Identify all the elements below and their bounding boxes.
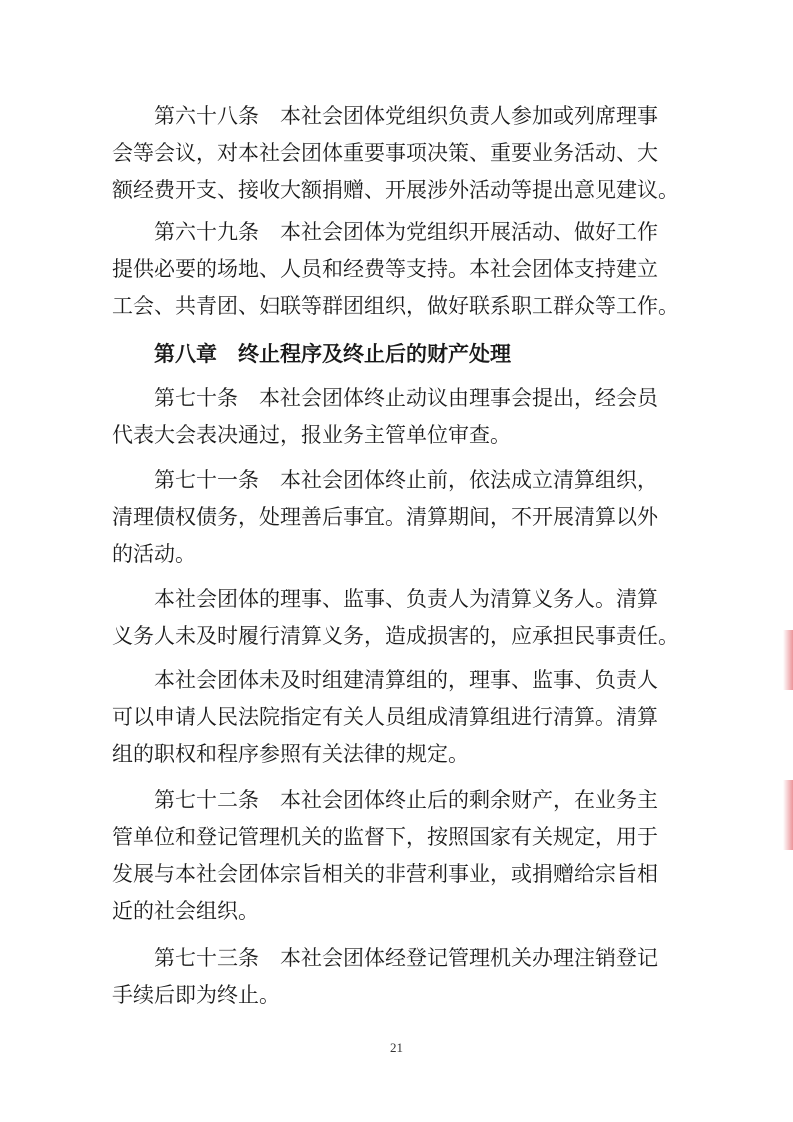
chapter-heading: 第八章 终止程序及终止后的财产处理 [154, 342, 511, 366]
text-line: 第六十八条 本社会团体党组织负责人参加或列席理事 [154, 104, 658, 128]
text-line: 代表大会表决通过，报业务主管单位审查。 [112, 423, 511, 447]
text-line: 清理债权债务，处理善后事宜。清算期间，不开展清算以外 [112, 505, 658, 529]
text-line: 的活动。 [112, 542, 196, 566]
text-line: 第六十九条 本社会团体为党组织开展活动、做好工作 [154, 220, 658, 244]
article-73 [112, 940, 672, 1014]
text-line: 第七十二条 本社会团体终止后的剩余财产，在业务主 [154, 788, 658, 812]
text-line: 手续后即为终止。 [112, 983, 280, 1007]
liquidation-obligors-paragraph [112, 581, 679, 655]
text-line: 本社会团体未及时组建清算组的，理事、监事、负责人 [154, 668, 658, 692]
text-line: 第七十一条 本社会团体终止前，依法成立清算组织， [154, 468, 658, 492]
text-line: 本社会团体的理事、监事、负责人为清算义务人。清算 [154, 587, 658, 611]
text-line: 会等会议，对本社会团体重要事项决策、重要业务活动、大 [112, 141, 658, 165]
article-68 [112, 98, 679, 209]
text-line: 提供必要的场地、人员和经费等支持。本社会团体支持建立 [112, 257, 658, 281]
seal-stamp-edge [783, 630, 793, 690]
text-line: 工会、共青团、妇联等群团组织，做好联系职工群众等工作。 [112, 294, 679, 318]
text-line: 组的职权和程序参照有关法律的规定。 [112, 742, 469, 766]
text-line: 义务人未及时履行清算义务，造成损害的，应承担民事责任。 [112, 624, 679, 648]
article-69 [112, 214, 679, 325]
page-number: 21 [390, 1040, 403, 1055]
text-line: 第七十三条 本社会团体经登记管理机关办理注销登记 [154, 946, 658, 970]
text-line: 发展与本社会团体宗旨相关的非营利事业，或捐赠给宗旨相 [112, 862, 658, 886]
article-72 [112, 782, 672, 930]
seal-stamp-edge [783, 780, 793, 850]
liquidation-group-paragraph [112, 662, 672, 773]
text-line: 可以申请人民法院指定有关人员组成清算组进行清算。清算 [112, 705, 658, 729]
article-71 [112, 462, 672, 573]
text-line: 第七十条 本社会团体终止动议由理事会提出，经会员 [154, 386, 658, 410]
text-line: 额经费开支、接收大额捐赠、开展涉外活动等提出意见建议。 [112, 178, 679, 202]
article-70 [112, 380, 672, 454]
text-line: 近的社会组织。 [112, 899, 259, 923]
text-line: 管单位和登记管理机关的监督下，按照国家有关规定，用于 [112, 825, 658, 849]
